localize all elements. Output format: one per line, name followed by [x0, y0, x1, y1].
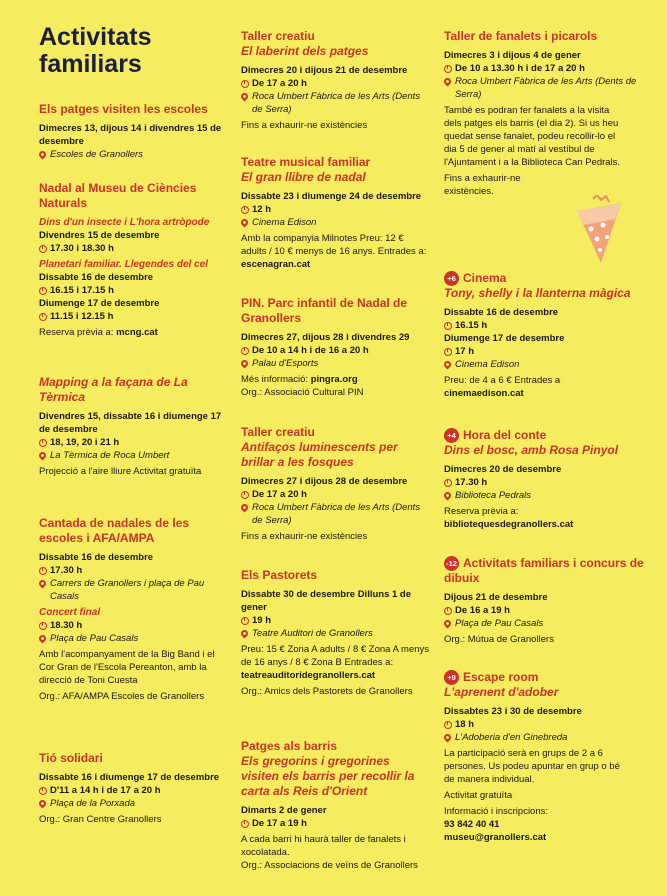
clock-icon: [241, 80, 249, 88]
website-link[interactable]: cinemaedison.cat: [444, 388, 524, 399]
event-mapping: [39, 375, 229, 478]
event-date: Diumenge 17 de desembre: [444, 333, 565, 344]
event-cinema: [444, 271, 644, 400]
event-organizer: Org.: Mútua de Granollers: [444, 634, 554, 645]
age-badge: +9: [444, 670, 459, 685]
event-subtitle: Concert final: [39, 607, 101, 618]
event-title: Tió solidari: [39, 751, 103, 765]
clock-icon: [39, 567, 47, 575]
event-note: Reserva prèvia a:: [444, 506, 519, 517]
event-pastorets: [241, 568, 431, 698]
event-note: Projecció a l'aire lliure Activitat gratuïta: [39, 466, 202, 477]
event-title: PIN. Parc infantil de Nadal de Granollers: [241, 296, 408, 325]
event-time: De 16 a 19 h: [455, 605, 510, 616]
event-note: Fins a exhaurir-ne existències.: [444, 173, 521, 197]
event-note: Informació i inscripcions:: [444, 806, 549, 817]
event-date: Dimecres 27, dijous 28 i divendres 29: [241, 332, 410, 343]
event-patges-barris: [241, 739, 431, 872]
event-title: Taller creatiu: [241, 425, 315, 439]
event-subtitle: Antifaços luminescents per brillar a les fosques: [241, 440, 398, 469]
event-fanalets: [444, 29, 644, 198]
event-date: Dijous 21 de desembre: [444, 592, 548, 603]
event-date: Dissabte 16 de desembre: [444, 307, 559, 318]
age-badge: +6: [444, 271, 459, 286]
event-time: 17.30 h: [50, 565, 83, 576]
event-note: Preu: de 4 a 6 € Entrades a: [444, 375, 561, 386]
event-title: Els patges visiten les escoles: [39, 102, 208, 116]
event-organizer: Org.: Associacions de veïns de Granollers: [241, 860, 418, 871]
event-museu: [39, 181, 229, 339]
event-title: Hora del conte: [463, 428, 547, 442]
clock-icon: [241, 491, 249, 499]
event-time: 17.30 i 18.30 h: [50, 243, 114, 254]
event-note: La participació serà en grups de 2 a 6 persones. Us podeu apuntar en grup o bé de manera individual.: [444, 748, 620, 785]
clock-icon: [241, 820, 249, 828]
event-title: Escape room: [463, 670, 539, 684]
event-patges-escoles: [39, 102, 229, 161]
clock-icon: [39, 245, 47, 253]
event-antifacos: [241, 425, 431, 543]
event-date: Dissabte 16 de desembre: [39, 272, 154, 283]
event-note: Més informació:: [241, 374, 311, 385]
event-pin: [241, 296, 431, 399]
event-time: 18.30 h: [50, 620, 83, 631]
website-link[interactable]: mcng.cat: [116, 327, 158, 338]
clock-icon: [444, 721, 452, 729]
event-title: Els Pastorets: [241, 568, 318, 582]
event-subtitle: El laberint dels patges: [241, 44, 369, 58]
event-place: Palau d'Esports: [252, 358, 319, 369]
clock-icon: [39, 622, 47, 630]
event-note: També es podran fer fanalets a la visita dels patges els barris (el dia 2). Si us heu quedat sense fanalet, podeu recollir-lo el dia 5 de gener al matí al vestíbul de l'Ajuntament i a la Biblioteca Can Pedrals.: [444, 105, 621, 168]
event-date: Diumenge 17 de desembre: [39, 298, 160, 309]
clock-icon: [39, 313, 47, 321]
event-subtitle: Dins d'un insecte i L'hora artròpode: [39, 217, 210, 228]
location-pin-icon: [240, 218, 250, 228]
clock-icon: [444, 607, 452, 615]
event-date: Dimarts 2 de gener: [241, 805, 327, 816]
location-pin-icon: [443, 491, 453, 501]
website-link[interactable]: teatreauditoridegranollers.cat: [241, 670, 376, 681]
clock-icon: [241, 206, 249, 214]
event-cantada: [39, 516, 229, 703]
age-badge: +4: [444, 428, 459, 443]
event-note: A cada barri hi haurà taller de fanalets i xocolatada.: [241, 834, 406, 858]
location-pin-icon: [38, 634, 48, 644]
event-date: Dissabte 16 i diumenge 17 de desembre: [39, 772, 220, 783]
location-pin-icon: [38, 799, 48, 809]
clock-icon: [444, 65, 452, 73]
location-pin-icon: [38, 150, 48, 160]
event-place: Teatre Auditori de Granollers: [252, 628, 373, 639]
website-link[interactable]: escenagran.cat: [241, 259, 311, 270]
location-pin-icon: [443, 619, 453, 629]
event-time: 19 h: [252, 615, 272, 626]
event-date: Dimecres 27 i dijous 28 de desembre: [241, 476, 408, 487]
event-escape-room: [444, 670, 644, 844]
event-date: Dissabtes 23 i 30 de desembre: [444, 706, 582, 717]
event-time: De 17 a 20 h: [252, 489, 307, 500]
event-title: Activitats familiars i concurs de dibuix: [444, 556, 644, 585]
event-time: 17 h: [455, 346, 475, 357]
event-title: Cantada de nadales de les escoles i AFA/AMPA: [39, 516, 190, 545]
location-pin-icon: [240, 503, 250, 513]
clock-icon: [39, 787, 47, 795]
event-title: Taller creatiu: [241, 29, 315, 43]
clock-icon: [39, 439, 47, 447]
event-title: Patges als barris: [241, 739, 338, 753]
phone-number[interactable]: 93 842 40 41: [444, 819, 500, 830]
event-date: Dimecres 20 i dijous 21 de desembre: [241, 65, 408, 76]
location-pin-icon: [38, 579, 48, 589]
event-place: Plaça de Pau Casals: [455, 618, 544, 629]
event-date: Dimecres 13, dijous 14 i divendres 15 de desembre: [39, 123, 222, 147]
location-pin-icon: [240, 92, 250, 102]
event-note: Fins a exhaurir-ne existències: [241, 531, 368, 542]
event-time: 12 h: [252, 204, 272, 215]
clock-icon: [241, 347, 249, 355]
event-date: Dissabte 23 i diumenge 24 de desembre: [241, 191, 422, 202]
event-place: Cinema Edison: [252, 217, 317, 228]
event-date: Divendres 15 de desembre: [39, 230, 160, 241]
location-pin-icon: [443, 77, 453, 87]
event-date: Dimecres 20 de desembre: [444, 464, 562, 475]
event-tio: [39, 751, 229, 826]
website-link[interactable]: bibliotequesdegranollers.cat: [444, 519, 574, 530]
event-time: De 17 a 19 h: [252, 818, 307, 829]
event-place: L'Adoberia d'en Ginebreda: [455, 732, 568, 743]
event-subtitle: El gran llibre de nadal: [241, 170, 366, 184]
event-time: D'11 a 14 h i de 17 a 20 h: [50, 785, 161, 796]
event-place: Carrers de Granollers i plaça de Pau Casals: [50, 578, 205, 602]
event-teatre-musical: [241, 155, 431, 271]
event-title: Taller de fanalets i picarols: [444, 29, 598, 43]
event-title: Cinema: [463, 271, 507, 285]
location-pin-icon: [240, 359, 250, 369]
event-title: Mapping a la façana de La Tèrmica: [39, 375, 188, 404]
note-label: Reserva prèvia a:: [39, 327, 117, 338]
event-time: 18 h: [455, 719, 475, 730]
event-date: Dissabte 16 de desembre: [39, 552, 154, 563]
lantern-icon: [571, 195, 629, 265]
location-pin-icon: [443, 733, 453, 743]
event-note: Preu: 15 € Zona A adults / 8 € Zona A menys de 16 anys / 8 € Zona B Entrades a:: [241, 644, 430, 668]
event-note: Fins a exhaurir-ne existències: [241, 120, 368, 131]
event-place: Plaça de Pau Casals: [50, 633, 139, 644]
event-title: Nadal al Museu de Ciències Naturals: [39, 181, 197, 210]
event-place: Plaça de la Porxada: [50, 798, 136, 809]
event-time: De 10 a 14 h i de 16 a 20 h: [252, 345, 369, 356]
event-place: Biblioteca Pedrals: [455, 490, 532, 501]
event-subtitle: L'aprenent d'adober: [444, 685, 559, 699]
location-pin-icon: [38, 451, 48, 461]
event-subtitle: Els gregorins i gregorines visiten els barris per recollir la carta als Reis d'Orient: [241, 754, 415, 798]
event-concurs: [444, 556, 644, 646]
event-title: Teatre musical familiar: [241, 155, 371, 169]
event-laberint: [241, 29, 431, 132]
event-note: Amb la companyia Milnotes Preu: 12 € adults / 10 € menys de 16 anys. Entrades a:: [241, 233, 427, 257]
clock-icon: [444, 479, 452, 487]
event-time: 16.15 h: [455, 320, 488, 331]
event-note: Activitat gratuïta: [444, 790, 513, 801]
event-date: Dimecres 3 i dijous 4 de gener: [444, 50, 581, 61]
clock-icon: [444, 322, 452, 330]
event-place: Escoles de Granollers: [50, 149, 143, 160]
event-organizer: Org.: AFA/AMPA Escoles de Granollers: [39, 691, 205, 702]
event-place: Cinema Edison: [455, 359, 520, 370]
age-badge: -12: [444, 556, 459, 571]
event-time: De 10 a 13.30 h i de 17 a 20 h: [455, 63, 585, 74]
location-pin-icon: [240, 629, 250, 639]
event-place: Roca Umbert Fàbrica de les Arts (Dents de Serra): [252, 91, 421, 115]
event-place: La Tèrmica de Roca Umbert: [50, 450, 170, 461]
event-hora-conte: [444, 428, 644, 531]
email-link[interactable]: museu@granollers.cat: [444, 832, 547, 843]
event-time: 16.15 i 17.15 h: [50, 285, 114, 296]
page-title: Activitats familiars: [39, 23, 152, 78]
website-link[interactable]: pingra.org: [310, 374, 358, 385]
event-date: Dissabte 30 de desembre Dilluns 1 de gener: [241, 589, 412, 613]
event-subtitle: Planetari familiar. Llegendes del cel: [39, 259, 208, 270]
clock-icon: [444, 348, 452, 356]
event-subtitle: Tony, shelly i la llanterna màgica: [444, 286, 631, 300]
event-subtitle: Dins el bosc, amb Rosa Pinyol: [444, 443, 619, 457]
clock-icon: [241, 617, 249, 625]
clock-icon: [39, 287, 47, 295]
event-time: 17.30 h: [455, 477, 488, 488]
event-organizer: Org.: Associació Cultural PIN: [241, 387, 364, 398]
event-time: 11.15 i 12.15 h: [50, 311, 114, 322]
event-date: Divendres 15, dissabte 16 i diumenge 17 de desembre: [39, 411, 222, 435]
event-place: Roca Umbert Fàbrica de les Arts (Dents de Serra): [252, 502, 421, 526]
event-organizer: Org.: Gran Centre Granollers: [39, 814, 162, 825]
location-pin-icon: [443, 360, 453, 370]
event-time: 18, 19, 20 i 21 h: [50, 437, 120, 448]
event-place: Roca Umbert Fàbrica de les Arts (Dents de Serra): [455, 76, 637, 100]
event-time: De 17 a 20 h: [252, 78, 307, 89]
event-organizer: Org.: Amics dels Pastorets de Granollers: [241, 686, 413, 697]
event-note: Amb l'acompanyament de la Big Band i el Cor Gran de l'Escola Pereanton, amb la direcció de Toni Cuesta: [39, 649, 215, 686]
